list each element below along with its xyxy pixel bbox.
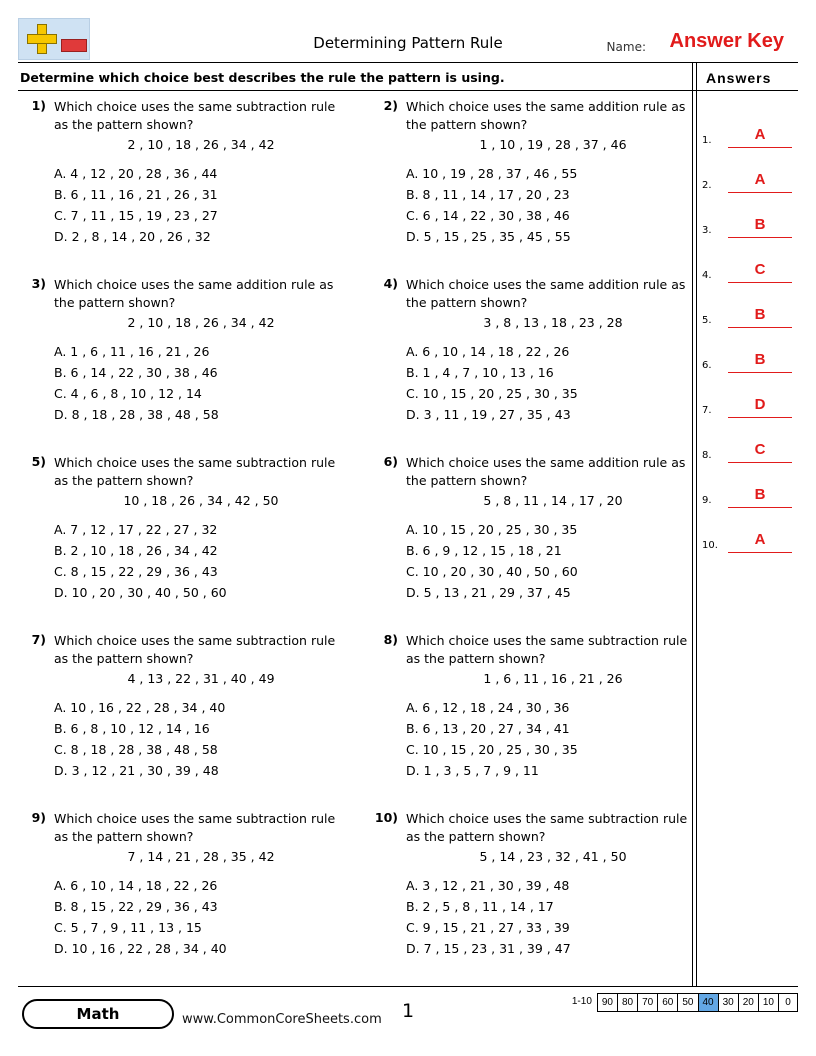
answer-row <box>702 374 794 418</box>
choice-item[interactable]: A. 7 , 12 , 17 , 22 , 27 , 32 <box>54 522 218 537</box>
answer-number: 3. <box>702 225 712 236</box>
choice-item[interactable]: A. 6 , 12 , 18 , 24 , 30 , 36 <box>406 700 570 715</box>
question-number: 6) <box>383 454 398 469</box>
choice-item[interactable]: B. 2 , 10 , 18 , 26 , 34 , 42 <box>54 543 218 558</box>
scale-cell: 30 <box>718 993 738 1012</box>
answer-number: 4. <box>702 270 712 281</box>
question-body <box>54 810 348 959</box>
scale-cell: 20 <box>738 993 758 1012</box>
question-text: Which choice uses the same subtraction rule as the pattern shown? <box>406 633 688 666</box>
question-item <box>370 98 700 247</box>
choice-item[interactable]: C. 10 , 15 , 20 , 25 , 30 , 35 <box>406 742 578 757</box>
question-item <box>18 810 348 959</box>
question-number: 4) <box>383 276 398 291</box>
answer-underline <box>728 507 792 508</box>
answer-value: B <box>754 216 766 233</box>
question-sequence: 1 , 10 , 19 , 28 , 37 , 46 <box>479 137 627 152</box>
choice-item[interactable]: C. 10 , 15 , 20 , 25 , 30 , 35 <box>406 386 578 401</box>
answer-row <box>702 149 794 193</box>
answer-row <box>702 194 794 238</box>
scale-cell: 70 <box>637 993 657 1012</box>
question-text: Which choice uses the same subtraction rule as the pattern shown? <box>406 811 688 844</box>
choice-item[interactable]: B. 8 , 11 , 14 , 17 , 20 , 23 <box>406 187 570 202</box>
answer-number: 6. <box>702 360 712 371</box>
question-item <box>370 632 700 781</box>
question-number: 10) <box>374 810 398 825</box>
answer-row <box>702 329 794 373</box>
answer-underline <box>728 282 792 283</box>
grading-scale <box>572 993 798 1012</box>
header-divider <box>18 62 798 63</box>
scale-cell: 40 <box>698 993 718 1012</box>
scale-cell: 50 <box>677 993 697 1012</box>
question-item <box>18 632 348 781</box>
question-text: Which choice uses the same subtraction rule as the pattern shown? <box>54 633 336 666</box>
question-sequence: 5 , 14 , 23 , 32 , 41 , 50 <box>479 849 627 864</box>
question-body <box>406 810 700 959</box>
question-item <box>370 810 700 959</box>
choice-list <box>406 341 700 425</box>
answer-underline <box>728 417 792 418</box>
choice-item[interactable]: A. 4 , 12 , 20 , 28 , 36 , 44 <box>54 166 218 181</box>
choice-item[interactable]: D. 3 , 12 , 21 , 30 , 39 , 48 <box>54 763 219 778</box>
answer-number: 1. <box>702 135 712 146</box>
question-number: 8) <box>383 632 398 647</box>
choice-item[interactable]: B. 8 , 15 , 22 , 29 , 36 , 43 <box>54 899 218 914</box>
question-body <box>54 98 348 247</box>
question-sequence: 3 , 8 , 13 , 18 , 23 , 28 <box>483 315 623 330</box>
answer-value: D <box>754 396 766 413</box>
answer-underline <box>728 237 792 238</box>
question-body <box>54 632 348 781</box>
answer-row <box>702 419 794 463</box>
subject-badge: Math <box>22 999 174 1029</box>
page-header <box>18 18 798 60</box>
answer-underline <box>728 147 792 148</box>
answer-number: 9. <box>702 495 712 506</box>
question-row <box>18 98 684 276</box>
question-row <box>18 632 688 810</box>
answer-value: B <box>754 306 766 323</box>
choice-list <box>406 163 700 247</box>
choice-item[interactable]: C. 8 , 18 , 28 , 38 , 48 , 58 <box>54 742 218 757</box>
choice-item[interactable]: D. 5 , 13 , 21 , 29 , 37 , 45 <box>406 585 571 600</box>
question-sequence: 2 , 10 , 18 , 26 , 34 , 42 <box>127 315 275 330</box>
instruction-divider <box>18 90 798 91</box>
footer-divider <box>18 986 798 987</box>
question-item <box>18 276 348 425</box>
answer-value: C <box>754 261 766 278</box>
choice-item[interactable]: A. 6 , 10 , 14 , 18 , 22 , 26 <box>54 878 218 893</box>
answer-row <box>702 284 794 328</box>
question-item <box>18 454 348 603</box>
choice-list <box>54 341 348 425</box>
choice-list <box>406 875 700 959</box>
choice-list <box>406 697 700 781</box>
answer-number: 2. <box>702 180 712 191</box>
choice-item[interactable]: B. 6 , 14 , 22 , 30 , 38 , 46 <box>54 365 218 380</box>
answer-row <box>702 509 794 553</box>
question-number: 1) <box>31 98 46 113</box>
question-body <box>406 98 700 247</box>
scale-cell: 90 <box>597 993 617 1012</box>
question-text: Which choice uses the same addition rule as the pattern shown? <box>54 277 334 310</box>
choice-item[interactable]: B. 2 , 5 , 8 , 11 , 14 , 17 <box>406 899 554 914</box>
scale-cell: 10 <box>758 993 778 1012</box>
choice-item[interactable]: A. 10 , 19 , 28 , 37 , 46 , 55 <box>406 166 578 181</box>
choice-item[interactable]: C. 10 , 20 , 30 , 40 , 50 , 60 <box>406 564 578 579</box>
answer-row <box>702 104 794 148</box>
choice-list <box>54 163 348 247</box>
answer-value: A <box>754 171 766 188</box>
choice-item[interactable]: D. 7 , 15 , 23 , 31 , 39 , 47 <box>406 941 571 956</box>
choice-item[interactable]: D. 10 , 16 , 22 , 28 , 34 , 40 <box>54 941 227 956</box>
choice-item[interactable]: B. 6 , 13 , 20 , 27 , 34 , 41 <box>406 721 570 736</box>
answer-number: 10. <box>702 540 718 551</box>
question-text: Which choice uses the same addition rule as the pattern shown? <box>406 455 686 488</box>
choice-item[interactable]: D. 5 , 15 , 25 , 35 , 45 , 55 <box>406 229 571 244</box>
choice-item[interactable]: D. 2 , 8 , 14 , 20 , 26 , 32 <box>54 229 211 244</box>
question-body <box>406 454 700 603</box>
question-sequence: 7 , 14 , 21 , 28 , 35 , 42 <box>127 849 275 864</box>
question-body <box>406 632 700 781</box>
choice-item[interactable]: B. 1 , 4 , 7 , 10 , 13 , 16 <box>406 365 554 380</box>
answer-underline <box>728 462 792 463</box>
page-title: Determining Pattern Rule <box>313 34 503 52</box>
question-body <box>54 276 348 425</box>
answer-underline <box>728 327 792 328</box>
answer-underline <box>728 552 792 553</box>
answer-value: C <box>754 441 766 458</box>
choice-item[interactable]: B. 6 , 11 , 16 , 21 , 26 , 31 <box>54 187 218 202</box>
answer-underline <box>728 192 792 193</box>
answer-value: B <box>754 486 766 503</box>
choice-item[interactable]: A. 10 , 16 , 22 , 28 , 34 , 40 <box>54 700 226 715</box>
choice-item[interactable]: C. 7 , 11 , 15 , 19 , 23 , 27 <box>54 208 218 223</box>
choice-item[interactable]: C. 5 , 7 , 9 , 11 , 13 , 15 <box>54 920 202 935</box>
choice-item[interactable]: C. 9 , 15 , 21 , 27 , 33 , 39 <box>406 920 570 935</box>
answer-key-badge: Answer Key <box>669 30 784 52</box>
scale-cell: 80 <box>617 993 637 1012</box>
choice-item[interactable]: B. 6 , 9 , 12 , 15 , 18 , 21 <box>406 543 562 558</box>
choice-list <box>54 697 348 781</box>
instruction-text: Determine which choice best describes the rule the pattern is using. <box>20 70 505 85</box>
choice-item[interactable]: B. 6 , 8 , 10 , 12 , 14 , 16 <box>54 721 210 736</box>
answer-row <box>702 239 794 283</box>
question-row <box>18 276 684 454</box>
choice-item[interactable]: C. 4 , 6 , 8 , 10 , 12 , 14 <box>54 386 202 401</box>
question-sequence: 1 , 6 , 11 , 16 , 21 , 26 <box>483 671 623 686</box>
question-text: Which choice uses the same subtraction rule as the pattern shown? <box>54 455 336 488</box>
choice-item[interactable]: D. 10 , 20 , 30 , 40 , 50 , 60 <box>54 585 227 600</box>
page-number: 1 <box>401 1000 415 1022</box>
question-sequence: 2 , 10 , 18 , 26 , 34 , 42 <box>127 137 275 152</box>
answers-heading-divider <box>704 90 792 91</box>
choice-item[interactable]: D. 8 , 18 , 28 , 38 , 48 , 58 <box>54 407 219 422</box>
question-row <box>18 454 684 632</box>
question-text: Which choice uses the same subtraction rule as the pattern shown? <box>54 811 336 844</box>
question-item <box>370 454 700 603</box>
choice-list <box>54 875 348 959</box>
answers-heading: Answers <box>706 70 772 86</box>
question-number: 7) <box>31 632 46 647</box>
question-body <box>406 276 700 425</box>
website-url: www.CommonCoreSheets.com <box>182 1012 382 1027</box>
choice-item[interactable]: A. 10 , 15 , 20 , 25 , 30 , 35 <box>406 522 578 537</box>
question-body <box>54 454 348 603</box>
answer-number: 8. <box>702 450 712 461</box>
choice-item[interactable]: D. 3 , 11 , 19 , 27 , 35 , 43 <box>406 407 571 422</box>
answer-value: A <box>754 126 766 143</box>
question-number: 2) <box>383 98 398 113</box>
question-text: Which choice uses the same addition rule as the pattern shown? <box>406 277 686 310</box>
question-sequence: 10 , 18 , 26 , 34 , 42 , 50 <box>123 493 279 508</box>
choice-list <box>406 519 700 603</box>
choice-item[interactable]: C. 6 , 14 , 22 , 30 , 38 , 46 <box>406 208 570 223</box>
choice-item[interactable]: A. 6 , 10 , 14 , 18 , 22 , 26 <box>406 344 570 359</box>
question-text: Which choice uses the same addition rule as the pattern shown? <box>406 99 686 132</box>
question-sequence: 5 , 8 , 11 , 14 , 17 , 20 <box>483 493 623 508</box>
scale-range-label: 1-10 <box>571 996 592 1007</box>
choice-item[interactable]: D. 1 , 3 , 5 , 7 , 9 , 11 <box>406 763 539 778</box>
choice-list <box>54 519 348 603</box>
question-item <box>370 276 700 425</box>
question-number: 5) <box>31 454 46 469</box>
scale-cell: 60 <box>657 993 677 1012</box>
answer-number: 7. <box>702 405 712 416</box>
question-sequence: 4 , 13 , 22 , 31 , 40 , 49 <box>127 671 275 686</box>
question-item <box>18 98 348 247</box>
question-text: Which choice uses the same subtraction rule as the pattern shown? <box>54 99 336 132</box>
answer-value: A <box>754 531 766 548</box>
answer-number: 5. <box>702 315 712 326</box>
choice-item[interactable]: A. 1 , 6 , 11 , 16 , 21 , 26 <box>54 344 210 359</box>
name-label: Name: <box>606 40 646 54</box>
question-number: 9) <box>31 810 46 825</box>
choice-item[interactable]: A. 3 , 12 , 21 , 30 , 39 , 48 <box>406 878 570 893</box>
scale-cell: 0 <box>778 993 798 1012</box>
answer-value: B <box>754 351 766 368</box>
question-number: 3) <box>31 276 46 291</box>
answer-underline <box>728 372 792 373</box>
choice-item[interactable]: C. 8 , 15 , 22 , 29 , 36 , 43 <box>54 564 218 579</box>
answer-row <box>702 464 794 508</box>
question-row <box>18 810 688 990</box>
